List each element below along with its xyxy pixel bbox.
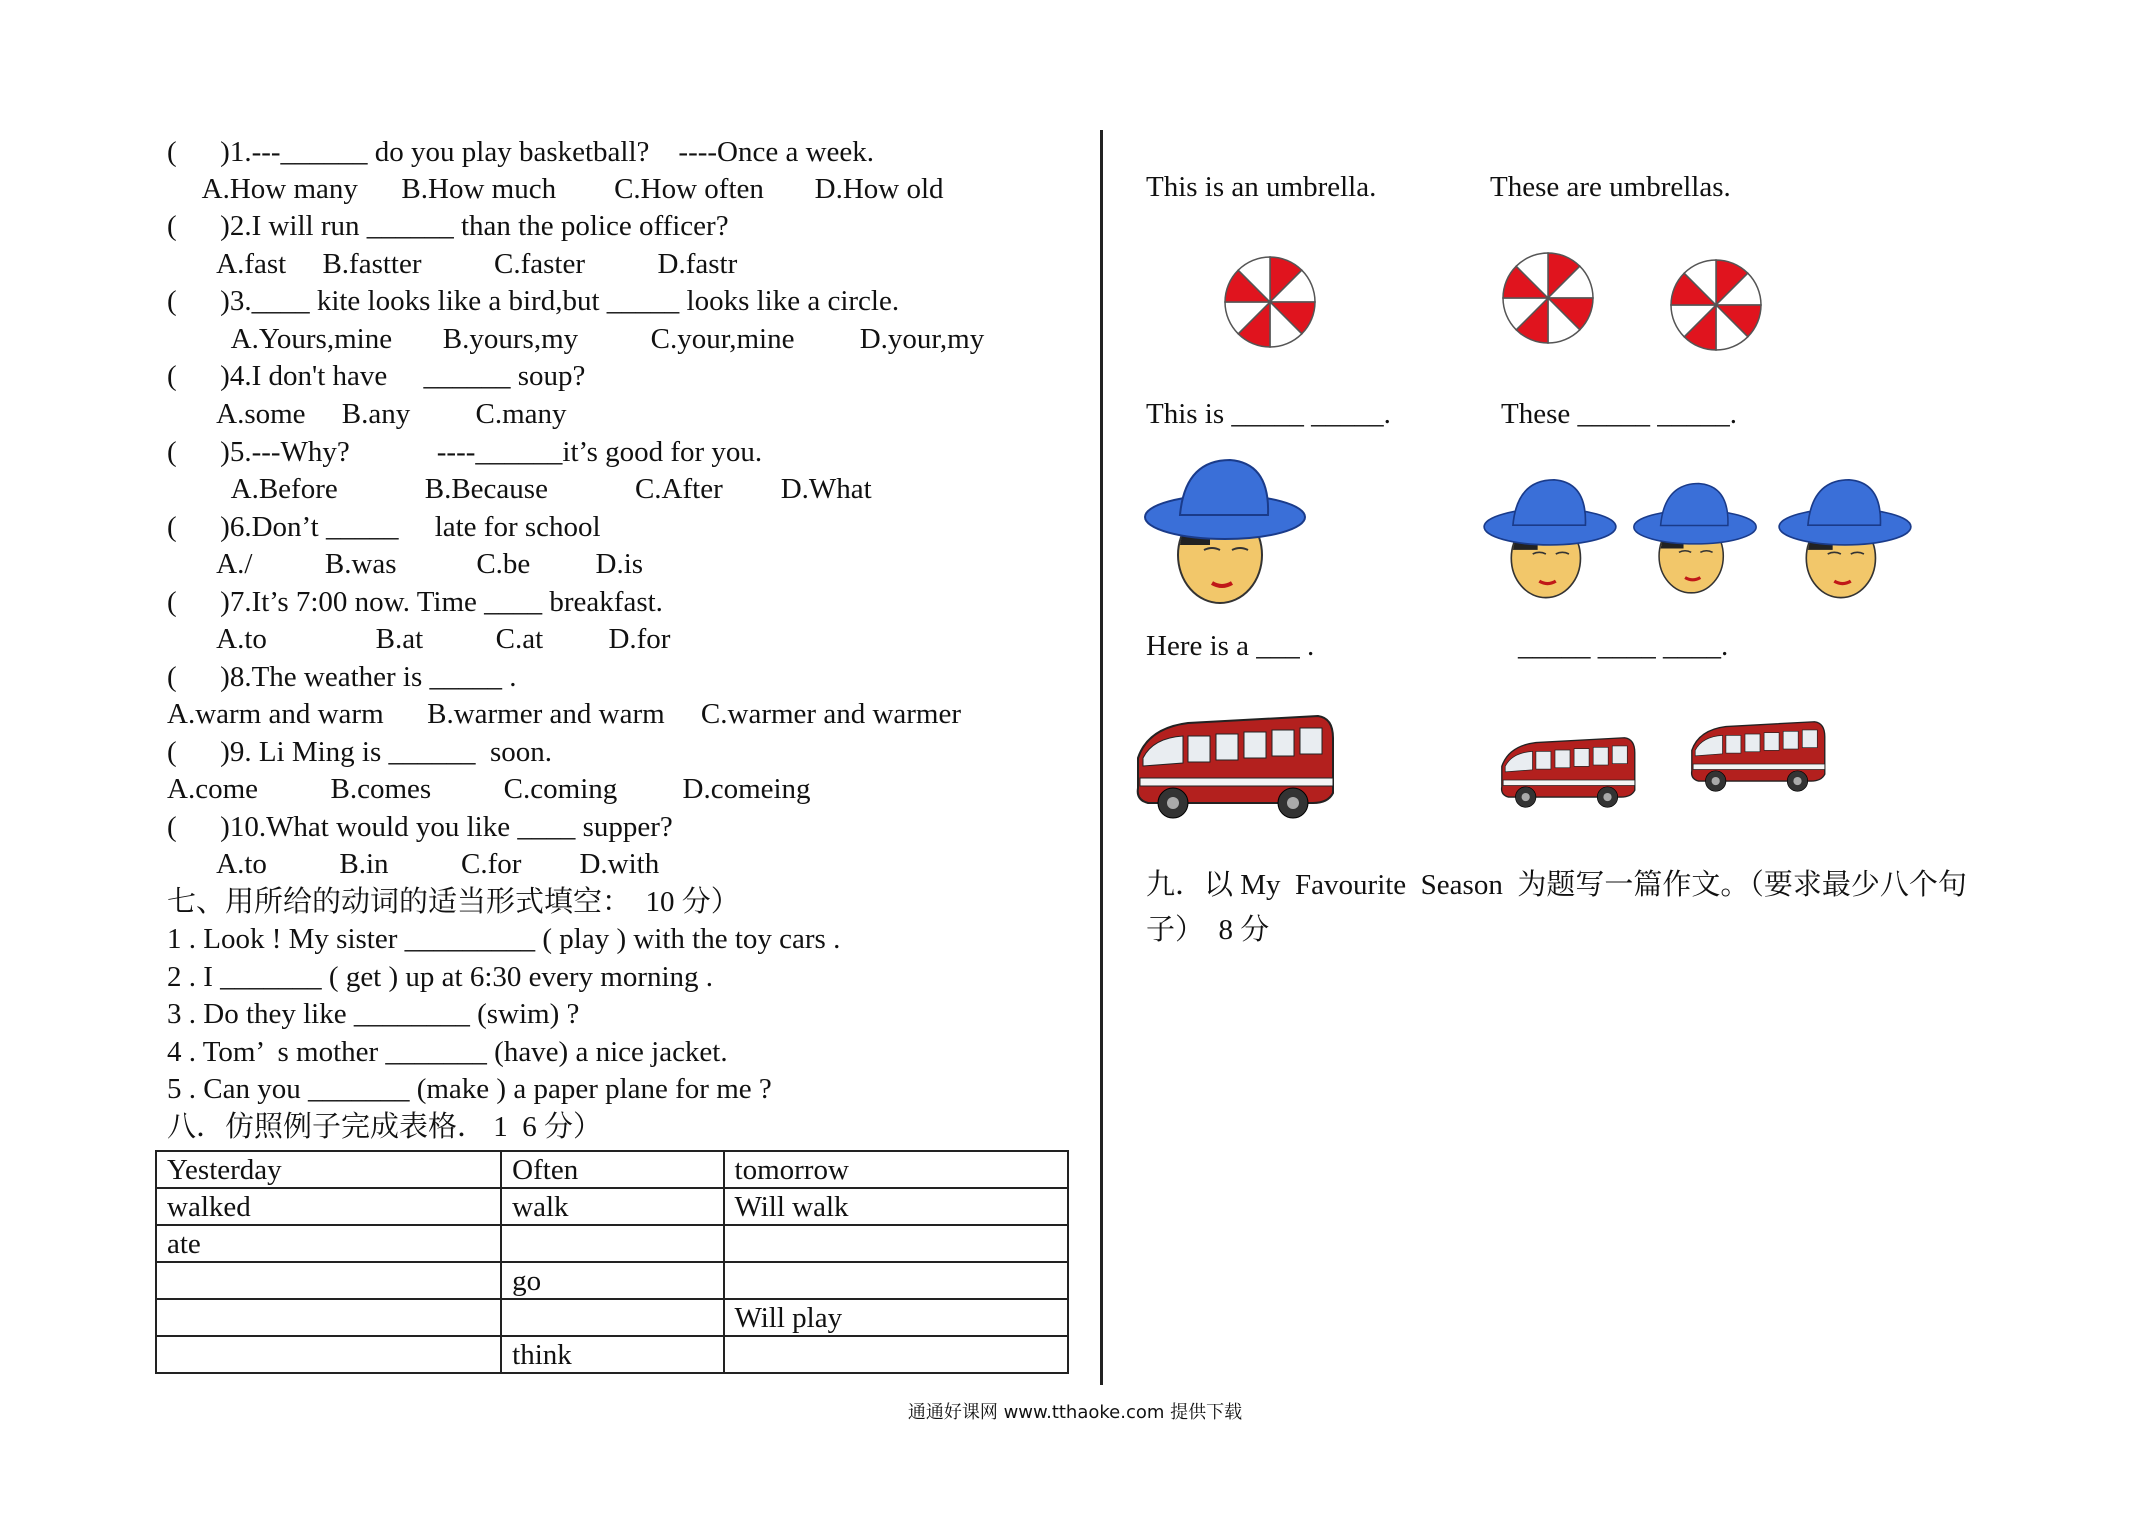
table-row <box>156 1336 1068 1373</box>
table-cell: go <box>501 1262 723 1299</box>
essay-prompt-line-2: 子） 8 分 <box>1146 914 1270 946</box>
hat-face-icon <box>1140 455 1310 605</box>
question-2-options: A.fast B.fastter C.faster D.fastr <box>167 248 738 280</box>
umbrella-icon <box>1220 252 1320 352</box>
table-cell <box>501 1299 723 1336</box>
question-10-options: A.to B.in C.for D.with <box>167 848 660 880</box>
table-cell: ate <box>156 1225 501 1262</box>
question-5: ( )5.---Why? ----______it’s good for you. <box>167 436 763 468</box>
umbrella-icon <box>1498 248 1598 348</box>
question-1: ( )1.---______ do you play basketball? ----Once a week. <box>167 136 875 168</box>
table-cell: Yesterday <box>156 1151 501 1188</box>
question-1-options: A.How many B.How much C.How often D.How old <box>167 173 944 205</box>
question-9: ( )9. Li Ming is ______ soon. <box>167 736 553 768</box>
question-4-options: A.some B.any C.many <box>167 398 567 430</box>
bus-icon <box>1128 708 1348 823</box>
bus-single-prompt: Here is a ___ . <box>1146 630 1315 662</box>
bus-icon <box>1495 714 1645 829</box>
hat-plural-prompt: These _____ _____. <box>1501 398 1737 430</box>
fill-item-4: 4 . Tom’ s mother _______ (have) a nice jacket. <box>167 1036 728 1068</box>
question-5-options: A.Before B.Because C.After D.What <box>167 473 872 505</box>
table-cell <box>724 1262 1068 1299</box>
verb-tense-table <box>155 1150 1069 1374</box>
table-cell <box>501 1225 723 1262</box>
table-row <box>156 1188 1068 1225</box>
table-row <box>156 1225 1068 1262</box>
question-8-options: A.warm and warm B.warmer and warm C.warmer and warmer <box>167 698 962 730</box>
table-cell <box>156 1262 501 1299</box>
question-6-options: A./ B.was C.be D.is <box>167 548 644 580</box>
table-cell <box>156 1336 501 1373</box>
table-cell: Will walk <box>724 1188 1068 1225</box>
umbrella-icon <box>1666 255 1766 355</box>
table-cell <box>156 1299 501 1336</box>
table-row <box>156 1151 1068 1188</box>
question-9-options: A.come B.comes C.coming D.comeing <box>167 773 811 805</box>
question-6: ( )6.Don’t _____ late for school <box>167 511 601 543</box>
question-7-options: A.to B.at C.at D.for <box>167 623 671 655</box>
question-10: ( )10.What would you like ____ supper? <box>167 811 673 843</box>
umbrella-plural-caption: These are umbrellas. <box>1490 171 1731 203</box>
table-cell: think <box>501 1336 723 1373</box>
question-2: ( )2.I will run ______ than the police officer? <box>167 210 729 242</box>
table-cell: tomorrow <box>724 1151 1068 1188</box>
table-cell: walk <box>501 1188 723 1225</box>
column-divider <box>1100 130 1103 1385</box>
question-4: ( )4.I don't have ______ soup? <box>167 360 586 392</box>
essay-prompt-line-1: 九．以 My Favourite Season 为题写一篇作文。（要求最少八个句 <box>1146 869 1967 901</box>
table-row <box>156 1299 1068 1336</box>
question-8: ( )8.The weather is _____ . <box>167 661 517 693</box>
hat-single-prompt: This is _____ _____. <box>1146 398 1391 430</box>
bus-plural-prompt: _____ ____ ____. <box>1518 630 1729 662</box>
section-8-heading: 八．仿照例子完成表格． 1 6 分） <box>167 1111 603 1143</box>
hat-face-icon <box>1480 475 1620 600</box>
section-7-heading: 七、用所给的动词的适当形式填空： 10 分） <box>167 886 740 918</box>
table-cell: Will play <box>724 1299 1068 1336</box>
fill-item-2: 2 . I _______ ( get ) up at 6:30 every morning . <box>167 961 714 993</box>
umbrella-single-caption: This is an umbrella. <box>1146 171 1377 203</box>
question-3: ( )3.____ kite looks like a bird,but _____ looks like a circle. <box>167 285 900 317</box>
table-cell <box>724 1225 1068 1262</box>
table-cell <box>724 1336 1068 1373</box>
fill-item-3: 3 . Do they like ________ (swim) ? <box>167 998 580 1030</box>
hat-face-icon <box>1630 478 1760 596</box>
footer-credit: 通通好课网 www.tthaoke.com 提供下载 <box>907 1402 1243 1423</box>
table-cell: Often <box>501 1151 723 1188</box>
question-7: ( )7.It’s 7:00 now. Time ____ breakfast. <box>167 586 663 618</box>
table-cell: walked <box>156 1188 501 1225</box>
hat-face-icon <box>1775 475 1915 600</box>
question-3-options: A.Yours,mine B.yours,my C.your,mine D.your,my <box>167 323 985 355</box>
fill-item-5: 5 . Can you _______ (make ) a paper plane for me ? <box>167 1073 772 1105</box>
table-row <box>156 1262 1068 1299</box>
bus-icon <box>1685 698 1835 813</box>
fill-item-1: 1 . Look ! My sister _________ ( play ) with the toy cars . <box>167 923 841 955</box>
